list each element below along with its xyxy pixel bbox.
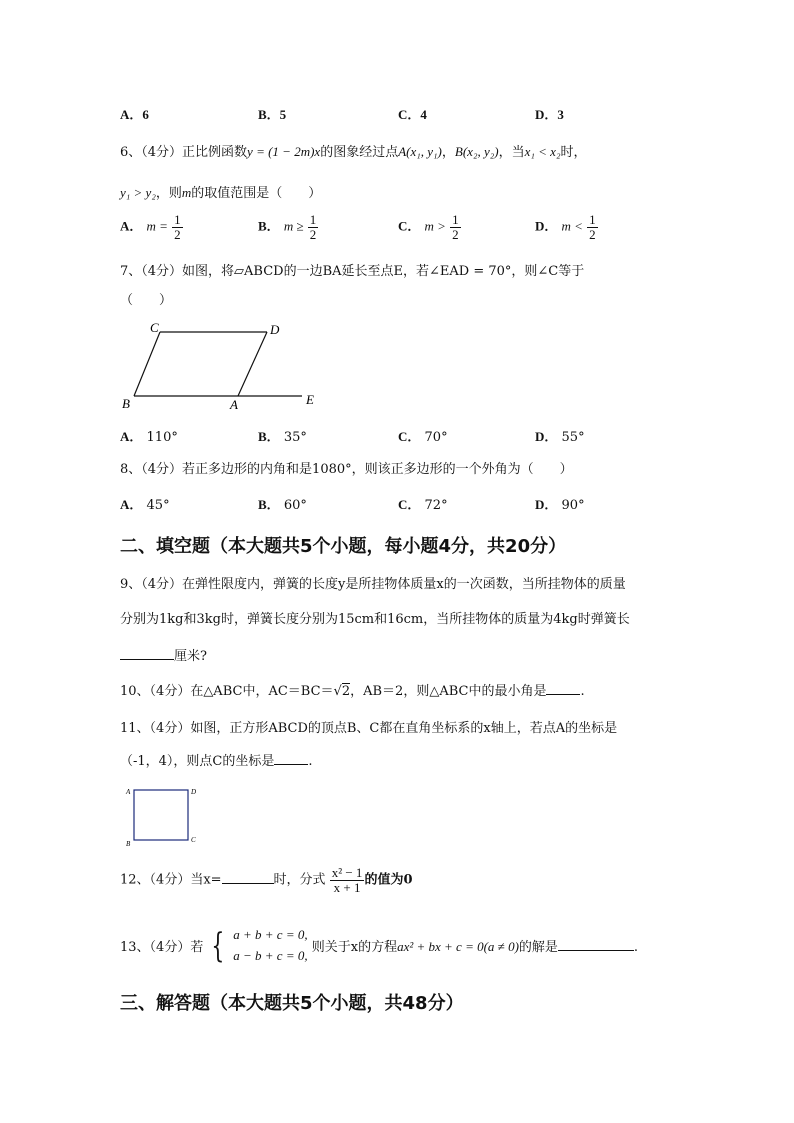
label-b: B: [126, 840, 131, 848]
label-d: D: [191, 788, 197, 796]
q9-line1: 9、（4分）在弹性限度内，弹簧的长度y是所挂物体质量x的一次函数，当所挂物体的质量: [120, 577, 626, 592]
sqrt-symbol: √: [333, 684, 342, 699]
q5-option-d: D．3: [535, 107, 564, 122]
label-e: E: [306, 392, 314, 407]
fraction: $\frac{1}{2}$: [452, 212, 459, 242]
square-abcd: [134, 790, 188, 840]
q8-option-a: A． 45°: [120, 497, 170, 513]
side-cb: [134, 332, 160, 396]
q7-option-a: A． 110°: [120, 429, 178, 445]
q9-line2: 分别为1kg和3kg时，弹簧长度分别为15cm和16cm，当所挂物体的质量为4kg时弹簧长: [120, 612, 630, 627]
q11-line1: 11、（4分）如图，正方形ABCD的顶点B、C都在直角坐标系的x轴上，若点A的坐标是: [120, 721, 618, 736]
q8-option-d: D． 90°: [535, 497, 585, 513]
label-b: B: [122, 396, 130, 411]
q6-option-d: D． m < $\frac{1}{2}$: [535, 212, 596, 242]
q12-stem: 12、（4分）当x= 时，分式 $\frac{\text{x² − 1}}{x + 1}$ 的值为0: [120, 865, 413, 895]
q6-option-c: C． m > $\frac{1}{2}$: [398, 212, 459, 242]
label-d: D: [270, 322, 280, 337]
q8-option-c: C． 72°: [398, 497, 448, 513]
q6-option-b: B． m ≥ $\frac{1}{2}$: [258, 212, 317, 242]
q7-option-b: B． 35°: [258, 429, 307, 445]
equation-system: a + b + c = 0, a − b + c = 0,: [233, 927, 308, 963]
side-da: [238, 332, 267, 396]
q11-line2: （-1，4），则点C的坐标是 .: [120, 754, 313, 769]
q8-option-b: B． 60°: [258, 497, 307, 513]
q7-option-d: D． 55°: [535, 429, 585, 445]
q13-stem: 13、（4分）若 { a + b + c = 0, a − b + c = 0, 则关于x的方程ax² + bx + c = 0(a ≠ 0)的解是 .: [120, 925, 639, 966]
q5-option-b: B．5: [258, 107, 287, 122]
q6-stem-line2: y₁ > y₂，则m的取值范围是（ ）: [120, 185, 322, 201]
q6-stem-line1: 6、（4分）正比例函数y = (1 − 2m)x的图象经过点A(x₁, y₁)，B(x₂, y₂)，当x₁ < x₂时，: [120, 144, 587, 160]
q5-option-a: A．6: [120, 107, 149, 122]
fraction: $\frac{1}{2}$: [309, 212, 317, 242]
q7-paren: （ ）: [120, 293, 173, 308]
q7-option-c: C． 70°: [398, 429, 448, 445]
square-figure: [120, 782, 210, 848]
q5-option-c: C．4: [398, 107, 427, 122]
brace-symbol: {: [211, 925, 225, 966]
label-a: A: [126, 788, 131, 796]
label-a: A: [230, 397, 238, 412]
label-c: C: [150, 320, 159, 335]
fraction: $\frac{\text{x² − 1}}{x + 1}$: [331, 865, 363, 895]
fraction: $\frac{1}{2}$: [174, 212, 181, 242]
answer-blank[interactable]: [546, 682, 580, 695]
answer-blank[interactable]: [558, 938, 634, 951]
label-c: C: [191, 836, 196, 844]
q6-option-a: A． m = $\frac{1}{2}$: [120, 212, 181, 242]
q9-line3: 厘米?: [120, 645, 207, 664]
answer-blank[interactable]: [120, 647, 174, 660]
fraction: $\frac{1}{2}$: [589, 212, 596, 242]
q8-stem: 8、（4分）若正多边形的内角和是1080°，则该正多边形的一个外角为（ ）: [120, 462, 573, 477]
q10-stem: 10、（4分）在△ABC中，AC＝BC＝√2，AB＝2，则△ABC中的最小角是 .: [120, 684, 585, 699]
section-2-heading: 二、填空题（本大题共5个小题，每小题4分，共20分）: [120, 536, 567, 557]
section-3-heading: 三、解答题（本大题共5个小题，共48分）: [120, 993, 464, 1014]
parallelogram-figure: [112, 318, 332, 414]
q7-stem: 7、（4分）如图，将▱ABCD的一边BA延长至点E，若∠EAD = 70°，则∠C等于: [120, 264, 585, 279]
answer-blank[interactable]: [222, 871, 274, 884]
answer-blank[interactable]: [274, 752, 308, 765]
